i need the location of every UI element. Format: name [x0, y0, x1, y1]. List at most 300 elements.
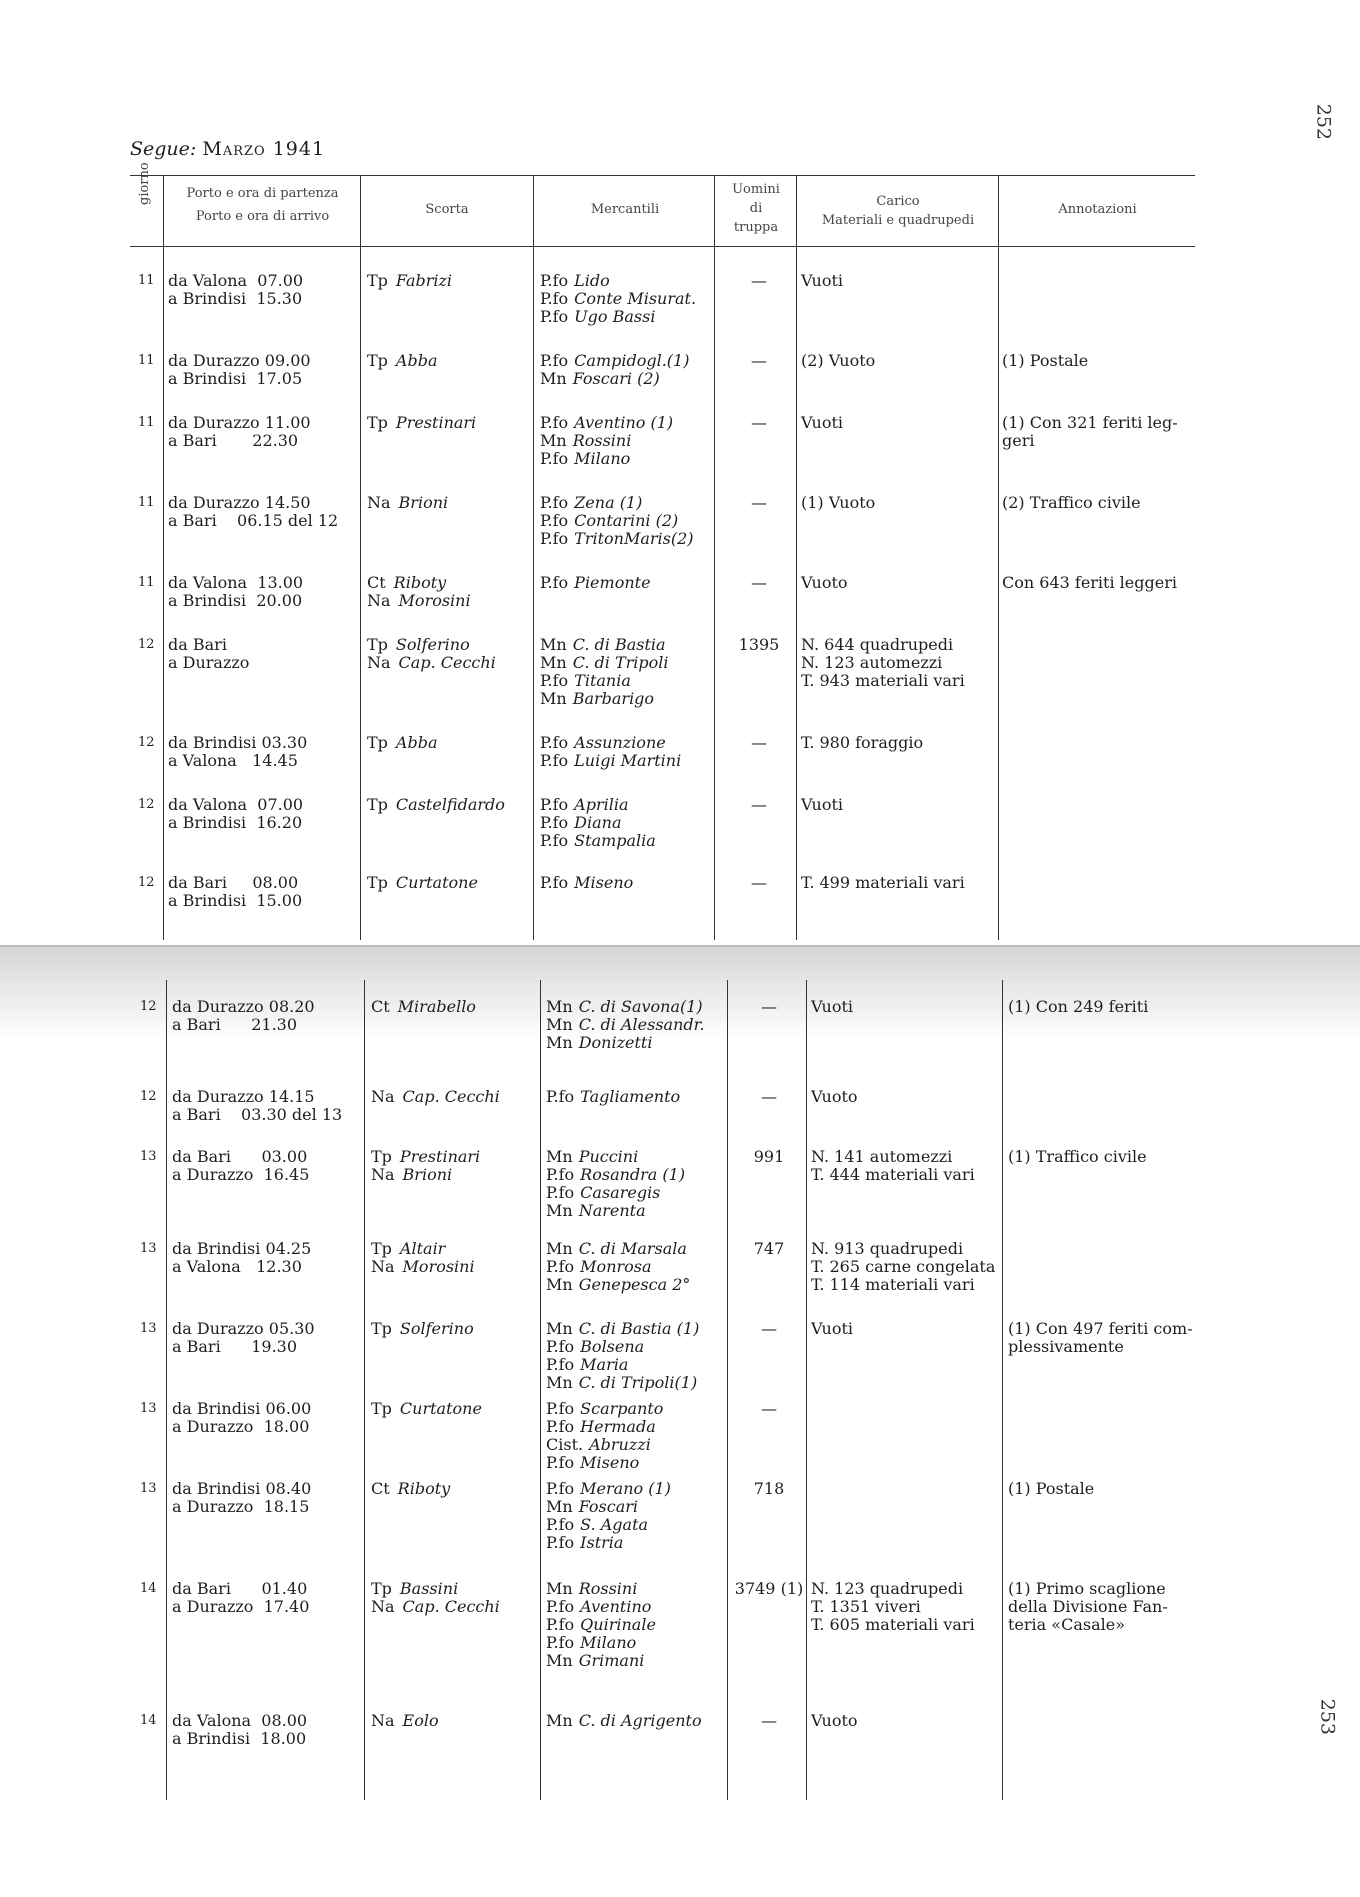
col-rule-4b	[727, 980, 728, 1800]
scan-seam-edge	[0, 945, 1360, 947]
ship-type: P.fo	[546, 1399, 575, 1418]
row-annotazioni	[1008, 998, 1148, 1016]
row-route	[172, 1400, 311, 1436]
row-carico	[811, 998, 853, 1016]
carico-line: N. 913 quadrupedi	[811, 1239, 964, 1258]
merchant-ship	[546, 1634, 656, 1652]
ship-type: Mn	[546, 1711, 573, 1730]
ship-name: Prestinari	[395, 413, 477, 432]
header-bottom-rule	[130, 246, 1195, 247]
row-mercantili	[546, 1320, 699, 1392]
merchant-ship	[546, 1652, 656, 1670]
row-mercantili	[540, 494, 694, 548]
note-line: Con 643 feriti leggeri	[1002, 573, 1177, 592]
merchant-ship	[540, 370, 689, 388]
route-line: da Valona 07.00	[168, 271, 304, 290]
row-annotazioni	[1002, 414, 1178, 450]
merchant-ship	[540, 654, 669, 672]
merchant-ship	[546, 1034, 705, 1052]
ship-name: Titania	[574, 671, 631, 690]
carico-line: Vuoti	[801, 271, 844, 290]
ship-type: P.fo	[540, 307, 569, 326]
ship-name: Cap. Cecchi	[402, 1087, 500, 1106]
scorta-ship	[371, 1480, 450, 1498]
ship-type: P.fo	[546, 1633, 575, 1652]
row-scorta	[367, 414, 476, 432]
row-carico	[811, 1580, 975, 1634]
row-annotazioni	[1008, 1148, 1147, 1166]
row-scorta	[367, 874, 478, 892]
ship-type: P.fo	[546, 1337, 575, 1356]
carico-line: Vuoti	[801, 413, 844, 432]
route-line: a Brindisi 17.05	[168, 369, 303, 388]
ship-name: Conte Misurat.	[574, 289, 697, 308]
ship-name: Puccini	[578, 1147, 639, 1166]
merchant-ship	[546, 1356, 699, 1374]
ship-name: Bolsena	[580, 1337, 645, 1356]
merchant-ship	[546, 1184, 685, 1202]
scorta-ship	[367, 796, 505, 814]
ship-name: Scarpanto	[580, 1399, 664, 1418]
ship-name: C. di Tripoli	[572, 653, 669, 672]
row-carico	[801, 272, 843, 290]
ship-type: Mn	[546, 1579, 573, 1598]
merchant-ship	[546, 1534, 671, 1552]
row-uomini: —	[751, 413, 767, 432]
col-rule-1b	[166, 980, 167, 1800]
ship-name: Milano	[580, 1633, 637, 1652]
note-line: (2) Traffico civile	[1002, 493, 1141, 512]
ship-name: Morosini	[398, 591, 471, 610]
ship-type: Tp	[371, 1147, 392, 1166]
merchant-ship	[546, 1516, 671, 1534]
row-carico	[801, 796, 843, 814]
ship-type: Mn	[546, 1651, 573, 1670]
merchant-ship	[546, 1148, 685, 1166]
row-route	[168, 796, 303, 832]
row-carico	[811, 1148, 975, 1184]
merchant-ship	[546, 1418, 663, 1436]
ship-type: P.fo	[540, 493, 569, 512]
ship-type: Mn	[546, 1373, 573, 1392]
merchant-ship	[546, 1580, 656, 1598]
row-scorta	[371, 1580, 500, 1616]
row-annotazioni	[1008, 1580, 1168, 1634]
ship-type: Tp	[367, 351, 388, 370]
ship-name: Assunzione	[574, 733, 666, 752]
scorta-ship	[371, 1580, 500, 1598]
route-line: da Bari 08.00	[168, 873, 299, 892]
row-scorta	[367, 796, 505, 814]
merchant-ship	[540, 530, 694, 548]
col-rule-6b	[1002, 980, 1003, 1800]
ship-type: P.fo	[540, 671, 569, 690]
page-number-top: 252	[1312, 103, 1334, 140]
ship-type: Mn	[540, 369, 567, 388]
col-header-porto	[165, 184, 360, 226]
ship-type: Mn	[546, 1201, 573, 1220]
merchant-ship	[540, 432, 673, 450]
ship-type: Tp	[371, 1319, 392, 1338]
ship-name: Donizetti	[578, 1033, 653, 1052]
ship-name: Contarini (2)	[574, 511, 679, 530]
ship-type: Mn	[546, 997, 573, 1016]
merchant-ship	[546, 1598, 656, 1616]
route-line: da Durazzo 14.15	[172, 1087, 315, 1106]
row-route	[172, 1240, 311, 1276]
ship-name: Tagliamento	[580, 1087, 681, 1106]
ship-type: Na	[367, 653, 391, 672]
carico-line: (1) Vuoto	[801, 493, 876, 512]
row-scorta	[371, 998, 476, 1016]
ship-type: Tp	[367, 271, 388, 290]
note-line: (1) Con 497 feriti com-	[1008, 1319, 1193, 1338]
row-scorta	[371, 1148, 480, 1184]
ship-name: Solferino	[395, 635, 470, 654]
row-uomini: —	[761, 1087, 777, 1106]
row-day: 13	[140, 1241, 157, 1256]
ship-name: Rossini	[572, 431, 632, 450]
header-top-rule	[130, 175, 1195, 176]
row-carico	[801, 574, 848, 592]
ship-type: P.fo	[540, 511, 569, 530]
col-header-porto-partenza: Porto e ora di partenza	[186, 186, 339, 201]
route-line: da Durazzo 05.30	[172, 1319, 315, 1338]
row-route	[168, 352, 311, 388]
col-rule-4	[714, 175, 715, 940]
merchant-ship	[540, 832, 656, 850]
route-line: a Brindisi 20.00	[168, 591, 303, 610]
ship-type: P.fo	[546, 1515, 575, 1534]
row-carico	[801, 734, 923, 752]
row-uomini: —	[751, 873, 767, 892]
merchant-ship	[540, 690, 669, 708]
ship-type: Ct	[371, 1479, 390, 1498]
route-line: a Bari 19.30	[172, 1337, 298, 1356]
route-line: a Valona 12.30	[172, 1257, 302, 1276]
carico-line: Vuoto	[801, 573, 848, 592]
ship-type: Na	[371, 1165, 395, 1184]
merchant-ship	[546, 998, 705, 1016]
merchant-ship	[540, 290, 696, 308]
row-uomini: —	[751, 733, 767, 752]
row-annotazioni	[1002, 494, 1141, 512]
ship-name: Merano (1)	[580, 1479, 671, 1498]
row-carico	[801, 874, 965, 892]
ship-type: P.fo	[540, 271, 569, 290]
ship-type: Na	[371, 1257, 395, 1276]
route-line: a Bari 03.30 del 13	[172, 1105, 343, 1124]
ship-name: Cap. Cecchi	[398, 653, 496, 672]
row-day: 12	[138, 875, 155, 890]
col-header-uomini-2: di	[749, 201, 763, 216]
merchant-ship	[540, 636, 669, 654]
ship-name: Abruzzi	[589, 1435, 651, 1454]
row-uomini: —	[761, 1399, 777, 1418]
ship-name: S. Agata	[580, 1515, 649, 1534]
row-route	[168, 874, 302, 910]
merchant-ship	[546, 1436, 663, 1454]
row-mercantili	[546, 1580, 656, 1670]
ship-name: Istria	[580, 1533, 624, 1552]
merchant-ship	[546, 1374, 699, 1392]
page-number-bottom: 253	[1316, 1698, 1338, 1735]
route-line: a Valona 14.45	[168, 751, 298, 770]
ship-name: Abba	[395, 733, 438, 752]
row-day: 11	[138, 495, 155, 510]
ship-type: P.fo	[546, 1479, 575, 1498]
merchant-ship	[546, 1202, 685, 1220]
note-line: della Divisione Fan-	[1008, 1597, 1168, 1616]
ship-name: Miseno	[574, 873, 634, 892]
carico-line: N. 123 quadrupedi	[811, 1579, 964, 1598]
scorta-ship	[371, 1712, 439, 1730]
route-line: da Durazzo 08.20	[172, 997, 315, 1016]
carico-line: T. 114 materiali vari	[811, 1275, 975, 1294]
row-day: 12	[138, 797, 155, 812]
carico-line: T. 980 foraggio	[801, 733, 924, 752]
merchant-ship	[546, 1338, 699, 1356]
row-uomini: —	[761, 997, 777, 1016]
ship-type: Na	[371, 1087, 395, 1106]
ship-name: C. di Agrigento	[578, 1711, 702, 1730]
scorta-ship	[367, 494, 448, 512]
row-scorta	[367, 574, 471, 610]
ship-name: Narenta	[578, 1201, 646, 1220]
scorta-ship	[371, 1088, 500, 1106]
row-carico	[811, 1320, 853, 1338]
ship-name: Brioni	[402, 1165, 453, 1184]
ship-name: Miseno	[580, 1453, 640, 1472]
merchant-ship	[540, 814, 656, 832]
note-line: plessivamente	[1008, 1337, 1124, 1356]
ship-type: Mn	[546, 1497, 573, 1516]
ship-name: Barbarigo	[572, 689, 655, 708]
ship-type: Na	[367, 493, 391, 512]
col-header-scorta: Scorta	[425, 202, 469, 217]
merchant-ship	[546, 1320, 699, 1338]
route-line: a Durazzo	[168, 653, 250, 672]
carico-line: T. 444 materiali vari	[811, 1165, 975, 1184]
ship-name: Quirinale	[580, 1615, 656, 1634]
route-line: da Durazzo 11.00	[168, 413, 311, 432]
row-mercantili	[540, 414, 673, 468]
row-day: 12	[140, 999, 157, 1014]
ship-type: P.fo	[546, 1165, 575, 1184]
scorta-ship	[367, 636, 496, 654]
merchant-ship	[546, 1454, 663, 1472]
ship-name: Mirabello	[397, 997, 476, 1016]
ship-name: Fabrizi	[395, 271, 453, 290]
ship-name: Altair	[399, 1239, 446, 1258]
row-uomini: 991	[753, 1147, 785, 1166]
ship-type: P.fo	[540, 351, 569, 370]
row-day: 11	[138, 353, 155, 368]
ship-name: C. di Bastia (1)	[578, 1319, 700, 1338]
row-uomini: —	[751, 493, 767, 512]
ship-type: Tp	[371, 1399, 392, 1418]
row-mercantili	[540, 874, 633, 892]
month-year: Marzo 1941	[202, 138, 326, 160]
merchant-ship	[540, 272, 696, 290]
route-line: da Durazzo 09.00	[168, 351, 311, 370]
ship-type: Mn	[546, 1275, 573, 1294]
row-carico	[811, 1088, 858, 1106]
merchant-ship	[546, 1088, 680, 1106]
row-route	[172, 1320, 315, 1356]
ship-type: P.fo	[546, 1257, 575, 1276]
merchant-ship	[546, 1258, 690, 1276]
ship-type: Na	[371, 1597, 395, 1616]
merchant-ship	[540, 672, 669, 690]
ship-type: Mn	[540, 653, 567, 672]
scorta-ship	[371, 1598, 500, 1616]
carico-line: T. 265 carne congelata	[811, 1257, 996, 1276]
carico-line: (2) Vuoto	[801, 351, 876, 370]
ship-name: Hermada	[580, 1417, 656, 1436]
carico-line: N. 141 automezzi	[811, 1147, 953, 1166]
row-route	[172, 1580, 309, 1616]
note-line: (1) Con 249 feriti	[1008, 997, 1149, 1016]
merchant-ship	[540, 494, 694, 512]
route-line: da Bari 01.40	[172, 1579, 308, 1598]
carico-line: Vuoto	[811, 1087, 858, 1106]
row-mercantili	[540, 636, 669, 708]
row-day: 12	[138, 637, 155, 652]
ship-type: P.fo	[546, 1417, 575, 1436]
ship-type: P.fo	[546, 1533, 575, 1552]
row-route	[168, 494, 338, 530]
ship-type: Mn	[540, 635, 567, 654]
col-rule-2	[360, 175, 361, 940]
merchant-ship	[540, 752, 681, 770]
ship-name: Rossini	[578, 1579, 638, 1598]
ship-name: Prestinari	[399, 1147, 481, 1166]
ship-type: Na	[367, 591, 391, 610]
row-mercantili	[546, 1240, 690, 1294]
ship-name: Castelfidardo	[395, 795, 505, 814]
carico-line: T. 943 materiali vari	[801, 671, 965, 690]
ship-type: P.fo	[540, 289, 569, 308]
scorta-ship	[367, 352, 438, 370]
row-scorta	[367, 272, 452, 290]
ship-type: Na	[371, 1711, 395, 1730]
route-line: a Bari 06.15 del 12	[168, 511, 339, 530]
route-line: a Brindisi 15.00	[168, 891, 303, 910]
row-uomini: —	[761, 1711, 777, 1730]
ship-type: Tp	[367, 795, 388, 814]
row-uomini: 718	[753, 1479, 785, 1498]
scorta-ship	[367, 654, 496, 672]
row-scorta	[371, 1320, 474, 1338]
row-annotazioni	[1008, 1320, 1193, 1356]
row-route	[168, 414, 311, 450]
scorta-ship	[367, 734, 438, 752]
ship-type: P.fo	[540, 831, 569, 850]
route-line: da Brindisi 03.30	[168, 733, 308, 752]
scorta-ship	[367, 574, 471, 592]
row-day: 13	[140, 1481, 157, 1496]
scorta-ship	[371, 1166, 480, 1184]
merchant-ship	[540, 874, 633, 892]
row-scorta	[371, 1400, 482, 1418]
ship-name: C. di Tripoli(1)	[578, 1373, 698, 1392]
row-carico	[801, 414, 843, 432]
row-uomini: 747	[753, 1239, 785, 1258]
col-header-carico-2: Materiali e quadrupedi	[821, 213, 975, 228]
row-uomini: 1395	[738, 635, 780, 654]
col-header-carico-1: Carico	[876, 194, 920, 209]
scorta-ship	[367, 874, 478, 892]
row-route	[172, 1480, 311, 1516]
route-line: da Brindisi 08.40	[172, 1479, 312, 1498]
ship-name: Diana	[574, 813, 622, 832]
route-line: da Bari 03.00	[172, 1147, 308, 1166]
col-header-uomini-3: truppa	[733, 220, 779, 235]
route-line: da Brindisi 04.25	[172, 1239, 312, 1258]
row-day: 13	[140, 1401, 157, 1416]
row-annotazioni	[1002, 574, 1177, 592]
row-scorta	[371, 1088, 500, 1106]
ship-name: Rosandra (1)	[580, 1165, 686, 1184]
col-header-mercantili: Mercantili	[590, 202, 660, 217]
ship-name: Morosini	[402, 1257, 475, 1276]
scorta-ship	[367, 272, 452, 290]
route-line: da Bari	[168, 635, 227, 654]
row-uomini: —	[751, 573, 767, 592]
ship-type: Mn	[546, 1033, 573, 1052]
row-route	[168, 734, 307, 770]
carico-line: T. 499 materiali vari	[801, 873, 965, 892]
ship-name: Aventino	[580, 1597, 652, 1616]
row-day: 14	[140, 1713, 157, 1728]
ship-name: Casaregis	[580, 1183, 661, 1202]
ship-name: C. di Marsala	[578, 1239, 687, 1258]
ship-name: C. di Bastia	[572, 635, 666, 654]
merchant-ship	[540, 574, 651, 592]
carico-line: Vuoti	[801, 795, 844, 814]
scorta-ship	[371, 1258, 475, 1276]
ship-name: Lido	[574, 271, 610, 290]
merchant-ship	[546, 1616, 656, 1634]
ship-name: Milano	[574, 449, 631, 468]
ship-name: C. di Alessandr.	[578, 1015, 705, 1034]
col-header-annotazioni: Annotazioni	[1058, 202, 1137, 217]
note-line: (1) Traffico civile	[1008, 1147, 1147, 1166]
note-line: (1) Primo scaglione	[1008, 1579, 1166, 1598]
col-rule-3	[533, 175, 534, 940]
scorta-ship	[367, 414, 476, 432]
row-mercantili	[540, 734, 681, 770]
col-header-porto-arrivo: Porto e ora di arrivo	[195, 209, 330, 224]
ship-name: Riboty	[393, 573, 447, 592]
row-annotazioni	[1002, 352, 1088, 370]
route-line: a Brindisi 16.20	[168, 813, 303, 832]
merchant-ship	[540, 734, 681, 752]
row-mercantili	[546, 998, 705, 1052]
ship-name: Bassini	[399, 1579, 459, 1598]
row-uomini: —	[761, 1319, 777, 1338]
ship-name: Brioni	[398, 493, 449, 512]
merchant-ship	[546, 1016, 705, 1034]
merchant-ship	[540, 308, 696, 326]
row-route	[172, 1712, 307, 1748]
ship-name: Genepesca 2°	[578, 1275, 691, 1294]
ship-name: Maria	[580, 1355, 629, 1374]
ship-name: Cap. Cecchi	[402, 1597, 500, 1616]
merchant-ship	[540, 450, 673, 468]
merchant-ship	[546, 1712, 702, 1730]
